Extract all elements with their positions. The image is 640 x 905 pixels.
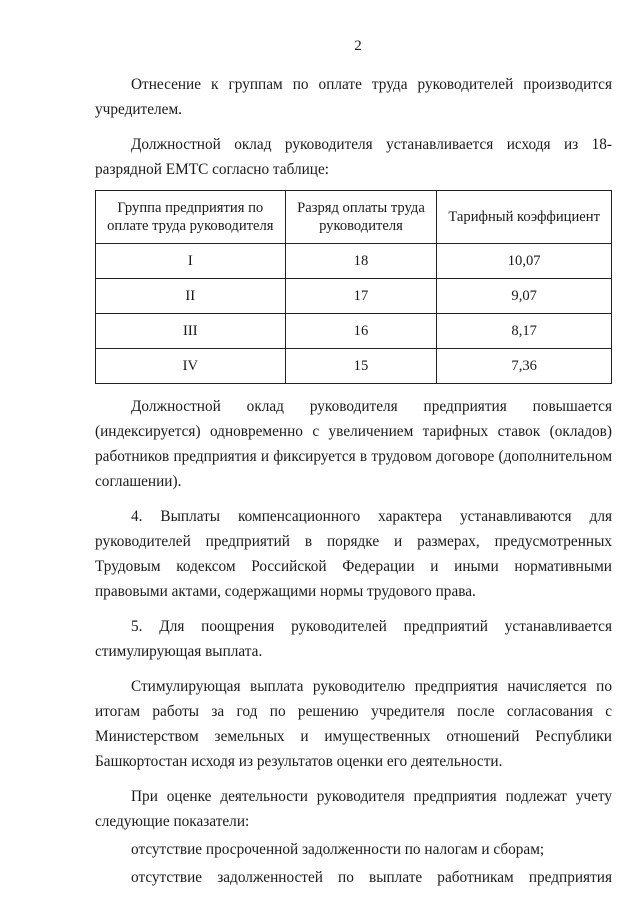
cell-group: I	[96, 244, 286, 279]
paragraph-incentive-payment: 5. Для поощрения руководителей предприятий устанавливается стимулирующая выплата.	[95, 618, 612, 660]
table-header-row	[96, 191, 612, 244]
cell-grade: 18	[285, 244, 437, 279]
paragraph-compensation-payments: 4. Выплаты компенсационного характера устанавливаются для руководителей предприятий в порядке и размерах, предусмотренных Трудовым кодексом Российской Федерации и иными нормативными правовыми актами, содержащими нормы трудового права.	[95, 508, 612, 600]
paragraph-group-assignment: Отнесение к группам по оплате труда руководителей производится учредителем.	[95, 76, 612, 118]
document-body	[95, 72, 612, 890]
list-item-wage-debt: отсутствие задолженностей по выплате работникам предприятия	[131, 869, 612, 886]
cell-group: III	[96, 314, 286, 349]
tariff-table	[95, 190, 612, 384]
table-row	[96, 349, 612, 384]
cell-group: IV	[96, 349, 286, 384]
page-number: 2	[354, 38, 362, 54]
header-grade: Разряд оплаты труда руководителя	[285, 191, 437, 244]
list-item-tax-debt: отсутствие просроченной задолженности по налогам и сборам;	[131, 841, 545, 858]
header-coefficient: Тарифный коэффициент	[437, 191, 612, 244]
header-group: Группа предприятия по оплате труда руководителя	[96, 191, 286, 244]
cell-group: II	[96, 279, 286, 314]
paragraph-evaluation-indicators: При оценке деятельности руководителя предприятия подлежат учету следующие показатели:	[95, 788, 612, 830]
cell-coefficient: 9,07	[437, 279, 612, 314]
table-row	[96, 279, 612, 314]
table-row	[96, 314, 612, 349]
cell-grade: 17	[285, 279, 437, 314]
cell-grade: 16	[285, 314, 437, 349]
cell-coefficient: 7,36	[437, 349, 612, 384]
paragraph-salary-basis: Должностной оклад руководителя устанавливается исходя из 18-разрядной ЕМТС согласно таблице:	[95, 136, 612, 178]
paragraph-incentive-calculation: Стимулирующая выплата руководителю предприятия начисляется по итогам работы за год по решению учредителя после согласования с Министерством земельных и имущественных отношений Республики Башкортостан исходя из результатов оценки его деятельности.	[95, 678, 612, 770]
paragraph-salary-indexation: Должностной оклад руководителя предприятия повышается (индексируется) одновременно с увеличением тарифных ставок (окладов) работников предприятия и фиксируется в трудовом договоре (дополнительном соглашении).	[95, 398, 612, 490]
cell-coefficient: 10,07	[437, 244, 612, 279]
table-row	[96, 244, 612, 279]
cell-grade: 15	[285, 349, 437, 384]
cell-coefficient: 8,17	[437, 314, 612, 349]
